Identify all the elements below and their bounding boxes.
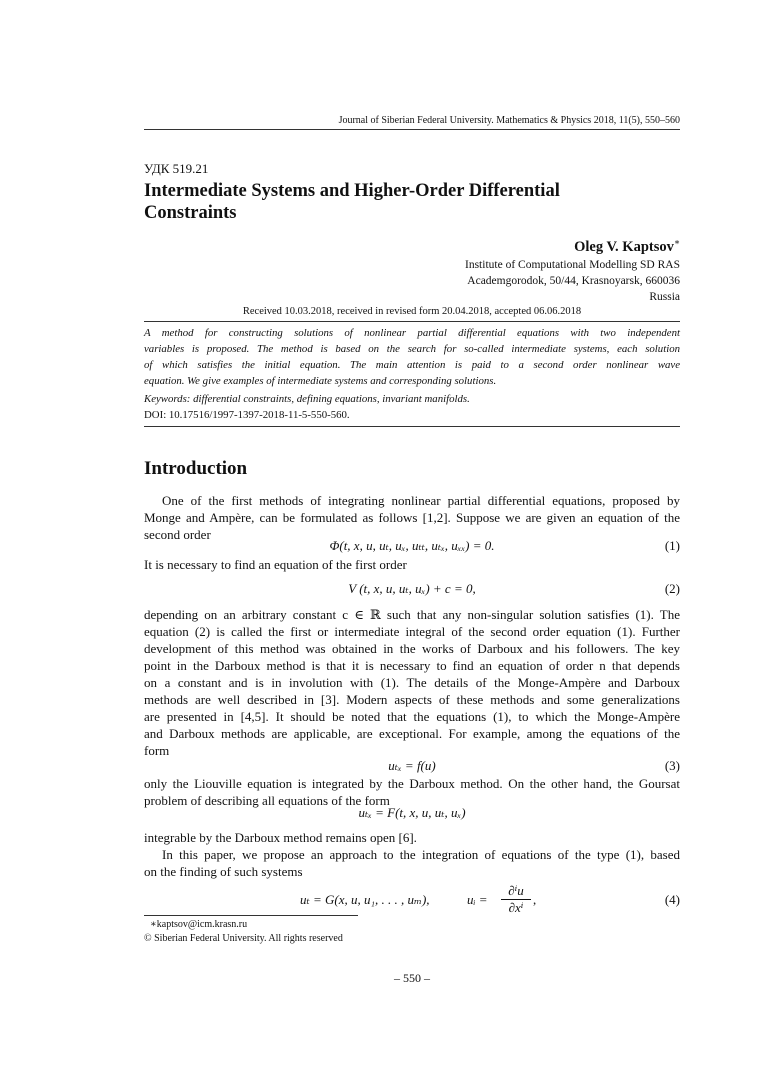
p2-line-1: depending on an arbitrary constant c ∈ ℝ such that any non-singular solution satisfies (1). The: [144, 607, 680, 622]
p4-line-1: integrable by the Darboux method remains open [6].: [144, 830, 417, 845]
p1-line-1: One of the first methods of integrating nonlinear partial differential equations, proposed by: [162, 493, 680, 508]
equation-4: [144, 883, 680, 919]
p4-line-2: In this paper, we propose an approach to the integration of equations of the type (1), based: [162, 847, 680, 862]
paragraph-1: [144, 492, 680, 543]
fraction-denominator: ∂xⁱ: [508, 900, 524, 915]
p2-line-2: equation (2) is called the first or intermediate integral of the second order equation (1). Further: [144, 624, 680, 639]
affiliation-3: Russia: [649, 290, 680, 303]
equation-3-number: (3): [664, 758, 680, 773]
paragraph-2: [144, 606, 680, 759]
doi: DOI: 10.17516/1997-1397-2018-11-5-550-560.: [144, 409, 350, 421]
equation-2-number: (2): [664, 581, 680, 596]
abstract-line-1: A method for constructing solutions of nonlinear partial differential equations with two independent: [144, 327, 680, 339]
p2-line-5: on a constant and is in involution with (1). The details of the Monge-Ampère and Darboux: [144, 675, 680, 690]
p3-line-1: only the Liouville equation is integrated by the Darboux method. On the other hand, the Goursat: [144, 776, 680, 791]
journal-header: Journal of Siberian Federal University. Mathematics & Physics 2018, 11(5), 550–560: [338, 115, 680, 126]
author-name: Oleg V. Kaptsov: [574, 238, 674, 255]
abstract: [144, 325, 680, 389]
equation-3-body: uₜₓ = f(u): [388, 758, 436, 773]
keywords: Keywords: differential constraints, defining equations, invariant manifolds.: [144, 393, 470, 405]
section-heading: Introduction: [144, 458, 248, 479]
equation-1-number: (1): [664, 538, 680, 553]
footnote-email: ∗kaptsov@icm.krasn.ru: [150, 919, 248, 930]
p1-line-3: second order: [144, 527, 211, 542]
author-name-line: [144, 232, 680, 257]
fraction-numerator: ∂ⁱu: [501, 883, 531, 900]
title-line-2: Constraints: [144, 203, 237, 223]
received-dates: Received 10.03.2018, received in revised form 20.04.2018, accepted 06.06.2018: [242, 306, 582, 317]
footnote-rule: [144, 915, 358, 916]
p2-line-6: methods are well described in [3]. Modern aspects of these methods and some generalizations: [144, 692, 680, 707]
affiliation-1: Institute of Computational Modelling SD RAS: [465, 258, 680, 271]
equation-4-fraction: [501, 883, 531, 916]
equation-2-body: V (t, x, u, uₜ, uₓ) + c = 0,: [348, 581, 476, 596]
equation-3: [144, 758, 680, 776]
abstract-top-rule: [144, 321, 680, 322]
paragraph-4: [144, 829, 680, 880]
p2-line-3: development of this method was obtained in the works of Darboux and his followers. The key: [144, 641, 680, 656]
title-line-1: Intermediate Systems and Higher-Order Differential: [144, 181, 560, 201]
equation-unnumbered: [144, 805, 680, 823]
line-after-eq1: It is necessary to find an equation of the first order: [144, 557, 407, 572]
author-footnote-mark: ∗: [673, 237, 680, 247]
p2-line-9: form: [144, 743, 170, 758]
equation-1-body: Φ(t, x, u, uₜ, uₓ, uₜₜ, uₜₓ, uₓₓ) = 0.: [329, 538, 495, 553]
header-rule: [144, 129, 680, 130]
p2-line-7: are presented in [4,5]. It should be noted that the equations (1), to which the Monge-Ampère: [144, 709, 680, 724]
equation-4-number: (4): [664, 892, 680, 907]
p2-line-8: and Darboux methods are applicable, are exceptional. For example, among the equations of the: [144, 726, 680, 741]
abstract-line-2: variables is proposed. The method is based on the search for so-called intermediate systems, each solution: [144, 343, 680, 355]
page: [144, 0, 680, 1080]
page-number: – 550 –: [394, 971, 430, 985]
equation-1: [144, 538, 680, 556]
equation-4-lhs: uₜ = G(x, u, u₁, . . . , uₘ),: [300, 892, 430, 907]
affiliation-2: Academgorodok, 50/44, Krasnoyarsk, 660036: [467, 274, 680, 287]
footnote-copyright: © Siberian Federal University. All rights reserved: [144, 933, 343, 944]
abstract-bottom-rule: [144, 426, 680, 427]
p3-line-2: problem of describing all equations of the form: [144, 793, 390, 808]
p1-line-2: Monge and Ampère, can be formulated as follows [1,2]. Suppose we are given an equation of the: [144, 510, 680, 525]
abstract-line-4: equation. We give examples of intermediate systems and corresponding solutions.: [144, 375, 497, 387]
paper-title: [144, 180, 680, 224]
equation-2: [144, 581, 680, 599]
abstract-line-3: of which satisfies the initial equation. The main attention is paid to a second order nonlinear wave: [144, 359, 680, 371]
udc-code: УДК 519.21: [144, 161, 209, 176]
equation-unnumbered-body: uₜₓ = F(t, x, u, uₜ, uₓ): [358, 805, 466, 820]
p2-line-4: point in the Darboux method is that it is necessary to find an equation of order n that depends: [144, 658, 680, 673]
author-block: [144, 232, 680, 305]
equation-4-frac-lhs: uᵢ =: [467, 892, 488, 907]
p4-line-3: on the finding of such systems: [144, 864, 303, 879]
equation-4-comma: ,: [533, 892, 537, 907]
paragraph-3: [144, 775, 680, 809]
